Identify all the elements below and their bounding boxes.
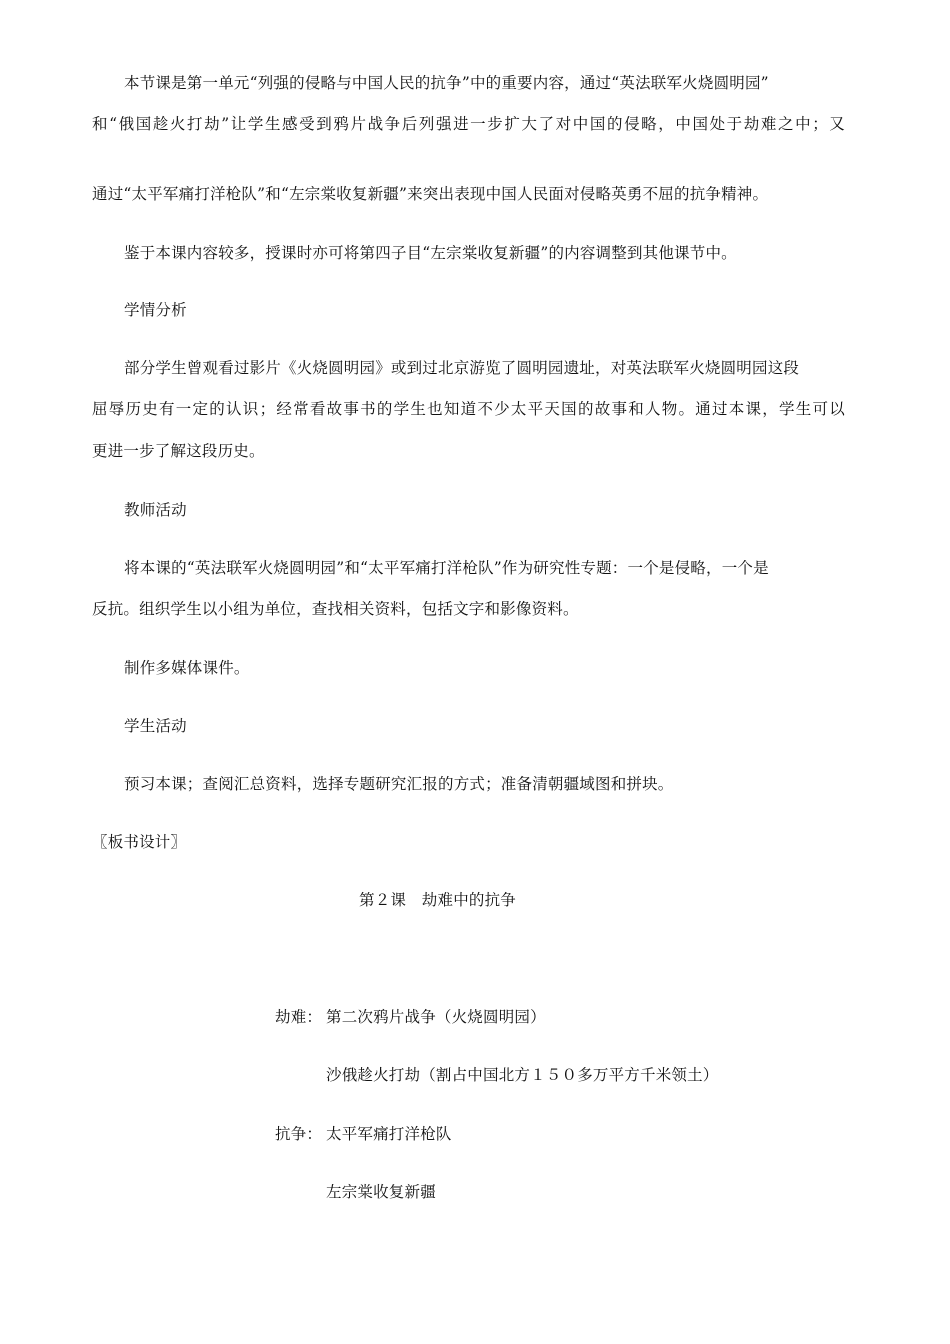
board-resist-item-2: 左宗棠收复新疆 [326, 1183, 436, 1201]
board-disaster-item-2: 沙俄趁火打劫（割占中国北方１５０多万平方千米领土） [326, 1066, 719, 1084]
heading-teacher-activity: 教师活动 [124, 501, 187, 519]
board-design-label: 〖板书设计〗 [92, 833, 187, 851]
paragraph-intro-line-3: 通过“太平军痛打洋枪队”和“左宗棠收复新疆”来突出表现中国人民面对侵略英勇不屈的抗争精神。 [92, 185, 769, 203]
board-title: 第２课 劫难中的抗争 [359, 891, 517, 909]
paragraph-student-activity: 预习本课；查阅汇总资料，选择专题研究汇报的方式；准备清朝疆域图和拼块。 [124, 775, 674, 793]
board-resist-label: 抗争： [275, 1125, 323, 1143]
paragraph-courseware: 制作多媒体课件。 [124, 659, 250, 677]
paragraph-analysis-line-3: 更进一步了解这段历史。 [92, 442, 265, 460]
board-disaster-item-1: 第二次鸦片战争（火烧圆明园） [326, 1008, 546, 1026]
paragraph-analysis-line-2: 屈辱历史有一定的认识；经常看故事书的学生也知道不少太平天国的故事和人物。通过本课，学生可以 [92, 400, 845, 418]
paragraph-note: 鉴于本课内容较多，授课时亦可将第四子目“左宗棠收复新疆”的内容调整到其他课节中。 [124, 244, 737, 262]
board-disaster-label: 劫难： [275, 1008, 323, 1026]
paragraph-analysis-line-1: 部分学生曾观看过影片《火烧圆明园》或到过北京游览了圆明园遗址，对英法联军火烧圆明园这段 [124, 359, 800, 377]
heading-student-analysis: 学情分析 [124, 301, 187, 319]
board-resist-item-1: 太平军痛打洋枪队 [326, 1125, 452, 1143]
paragraph-teacher-line-2: 反抗。组织学生以小组为单位，查找相关资料，包括文字和影像资料。 [92, 600, 579, 618]
heading-student-activity: 学生活动 [124, 717, 187, 735]
paragraph-intro-line-1: 本节课是第一单元“列强的侵略与中国人民的抗争”中的重要内容，通过“英法联军火烧圆明园” [124, 74, 769, 92]
paragraph-intro-line-2: 和“俄国趁火打劫”让学生感受到鸦片战争后列强进一步扩大了对中国的侵略，中国处于劫难之中；又 [92, 115, 845, 133]
paragraph-teacher-line-1: 将本课的“英法联军火烧圆明园”和“太平军痛打洋枪队”作为研究性专题：一个是侵略，一个是 [124, 559, 769, 577]
